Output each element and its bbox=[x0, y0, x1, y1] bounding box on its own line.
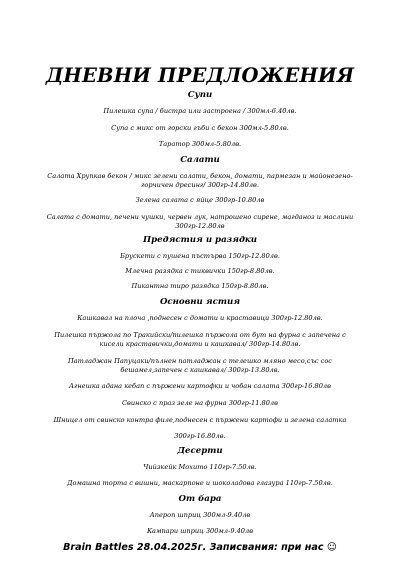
menu-item: Свинско с праз зеле на фурна 300гр-11.80лв bbox=[122, 399, 278, 407]
menu-item: Таратор 300мл-5.80лв. bbox=[158, 140, 242, 148]
menu-item: кисели краставички,домати и кашкавал/ 300гр-14.80лв. bbox=[99, 340, 301, 348]
menu-item: Супа с микс от горски гъби с бекон 300мл-5.80лв. bbox=[111, 124, 289, 132]
menu-item: Патладжан Папуцаки/пълнен патладжан с телешко мляно месо,със сос bbox=[67, 357, 333, 365]
menu-item: Пикантна тиро разядка 150гр-8.80лв. bbox=[131, 282, 269, 290]
menu-item: Пилешка пържола по Тракийски/пилешка пържола от бут на фурна с запечена с bbox=[54, 331, 346, 339]
menu-item: 300гр-16.80лв. bbox=[174, 432, 226, 440]
menu-item: Салата Хрупкав бекон / микс зелени салати, бекон, домати, пармезан и майонезено- bbox=[47, 172, 353, 180]
menu-item: Чийзкейк Мохито 110гр-7.50лв. bbox=[143, 463, 257, 471]
menu-item: Салата с домати, печени чушки, червен лук, натрошено сирене, магданоз и маслини bbox=[46, 213, 354, 221]
section-heading-bar: От бара bbox=[178, 494, 222, 504]
menu-item: Агнешка адана кебап с пържени картофки и чобан салата 300гр-16.80лв bbox=[69, 382, 331, 390]
menu-item: Пилешка супа / бистра или застроена / 300мл-6.40лв. bbox=[103, 107, 297, 115]
menu-item: Кашкавал на плоча ,поднесен с домати и краставици 300гр-12.80лв. bbox=[77, 314, 323, 322]
section-heading-starters: Предястия и разядки bbox=[143, 235, 257, 245]
section-heading-soups: Супи bbox=[187, 90, 213, 100]
menu-item: 300гр-12.80лв bbox=[175, 222, 225, 230]
section-heading-mains: Основни ястия bbox=[159, 297, 241, 307]
menu-item: Апероп шприц 300мл-9.40лв bbox=[149, 511, 251, 519]
page-title: ДНЕВНИ ПРЕДЛОЖЕНИЯ bbox=[45, 64, 355, 87]
section-heading-desserts: Десерти bbox=[177, 446, 223, 456]
event-announcement-text: Brain Battles 28.04.2025г. Записвания: при нас bbox=[63, 542, 324, 553]
menu-item: Зелена салата с яйце 300гр-10.80лв bbox=[135, 196, 265, 204]
event-announcement bbox=[28, 542, 372, 554]
menu-item: Домашна торта с вишни, маскарпоне и шоколадова глазура 110гр-7.50лв. bbox=[67, 479, 333, 487]
menu-item: горчичен дресинг/ 300гр-14.80лв. bbox=[141, 181, 259, 189]
menu-item: Брускети с пушена пъстърва 150гр-12.80лв. bbox=[120, 252, 280, 260]
menu-item: Кампари шприц 300мл-9.40лв bbox=[146, 527, 254, 535]
menu-item: Млечна разядка с тиквички 150гр-8.80лв. bbox=[125, 267, 275, 275]
menu-item: Шницел от свинско контра филе,поднесен с пържени картофи и зелена салатка bbox=[53, 416, 347, 424]
menu-item: бешамел,запечен с кашкавал/ 300гр-13.80лв. bbox=[120, 366, 280, 374]
section-heading-salads: Салати bbox=[180, 155, 220, 165]
smiley-icon: ☺ bbox=[326, 542, 337, 553]
